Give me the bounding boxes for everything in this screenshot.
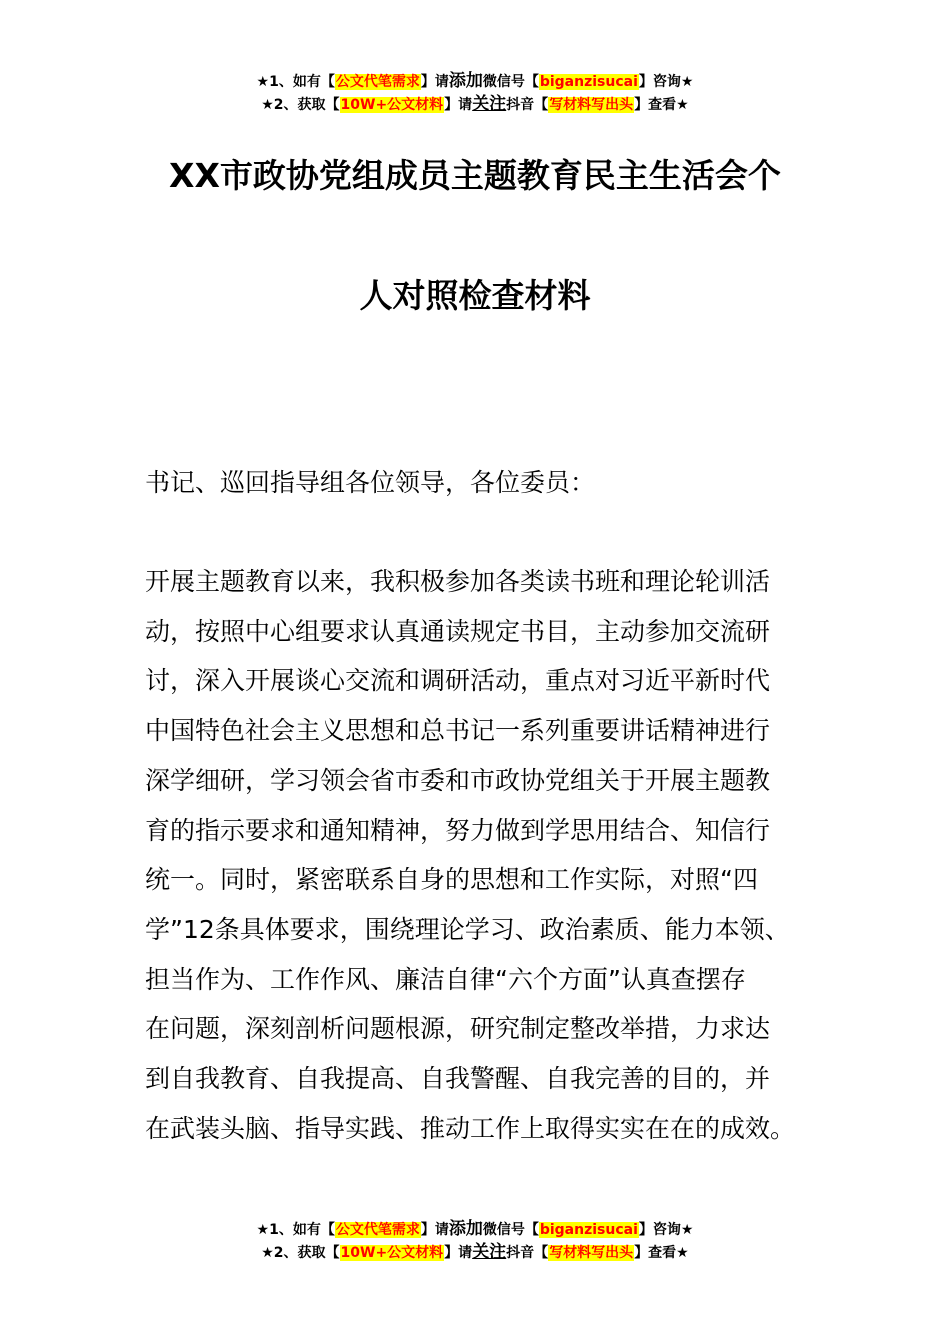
top-promo-banner — [0, 70, 950, 116]
promo-highlight-douyin: 写材料写出头 — [549, 1245, 634, 1261]
salutation: 书记、巡回指导组各位领导，各位委员： — [145, 468, 596, 497]
promo-text: 】咨询★ — [638, 74, 694, 90]
promo-emphasis: 关注 — [472, 1242, 507, 1262]
paragraph-line: 统一。同时，紧密联系自身的思想和工作实际，对照“四 — [145, 865, 758, 895]
promo-text: 】请 — [444, 1245, 473, 1261]
promo-line-1 — [0, 1218, 950, 1241]
promo-highlight-wechat: biganzisucai — [539, 1222, 638, 1238]
promo-text: 】咨询★ — [638, 1222, 694, 1238]
document-title-line-1: XX市政协党组成员主题教育民主生活会个 — [169, 156, 781, 195]
paragraph-line: 讨，深入开展谈心交流和调研活动，重点对习近平新时代 — [145, 666, 771, 696]
promo-highlight-materials: 10W+公文材料 — [340, 1245, 444, 1261]
promo-text: 】请 — [444, 97, 473, 113]
promo-text: ★2、获取【 — [261, 97, 340, 113]
promo-text: 】查看★ — [634, 97, 689, 113]
paragraph-line: 育的指示要求和通知精神，努力做到学思用结合、知信行 — [145, 815, 771, 845]
promo-text: 微信号【 — [482, 1222, 539, 1238]
document-title-line-2: 人对照检查材料 — [359, 276, 591, 315]
promo-highlight-douyin: 写材料写出头 — [549, 97, 634, 113]
paragraph-line: 担当作为、工作作风、廉洁自律“六个方面”认真查摆存 — [145, 964, 746, 994]
promo-text: 抖音【 — [506, 97, 549, 113]
paragraph-line: 学”12条具体要求，围绕理论学习、政治素质、能力本领、 — [145, 914, 790, 944]
bottom-promo-banner — [0, 1218, 950, 1264]
promo-line-2 — [0, 93, 950, 116]
promo-text: ★2、获取【 — [261, 1245, 340, 1261]
promo-highlight-service: 公文代笔需求 — [335, 1222, 420, 1238]
paragraph-line: 深学细研，学习领会省市委和市政协党组关于开展主题教 — [145, 765, 771, 795]
promo-highlight-service: 公文代笔需求 — [335, 74, 420, 90]
paragraph-line: 到自我教育、自我提高、自我警醒、自我完善的目的，并 — [145, 1064, 771, 1094]
paragraph-line: 开展主题教育以来，我积极参加各类读书班和理论轮训活 — [145, 567, 771, 596]
promo-text: 】请 — [420, 1222, 449, 1238]
promo-text: 】请 — [420, 74, 449, 90]
paragraph-line: 中国特色社会主义思想和总书记一系列重要讲话精神进行 — [145, 716, 771, 746]
paragraph-line: 动，按照中心组要求认真通读规定书目，主动参加交流研 — [145, 616, 771, 646]
promo-emphasis: 添加 — [448, 1219, 483, 1239]
promo-text: 微信号【 — [482, 74, 539, 90]
paragraph-line: 在问题，深刻剖析问题根源，研究制定整改举措，力求达 — [145, 1014, 771, 1044]
promo-emphasis: 添加 — [448, 71, 483, 91]
promo-highlight-wechat: biganzisucai — [539, 74, 638, 90]
body-paragraph — [145, 557, 845, 1153]
promo-text: ★1、如有【 — [256, 1222, 335, 1238]
promo-emphasis: 关注 — [472, 94, 507, 114]
promo-text: 抖音【 — [506, 1245, 549, 1261]
promo-line-1 — [0, 70, 950, 93]
paragraph-line: 在武装头脑、指导实践、推动工作上取得实实在在的成效。 — [145, 1113, 796, 1143]
promo-line-2 — [0, 1241, 950, 1264]
promo-text: 】查看★ — [634, 1245, 689, 1261]
promo-text: ★1、如有【 — [256, 74, 335, 90]
promo-highlight-materials: 10W+公文材料 — [340, 97, 444, 113]
